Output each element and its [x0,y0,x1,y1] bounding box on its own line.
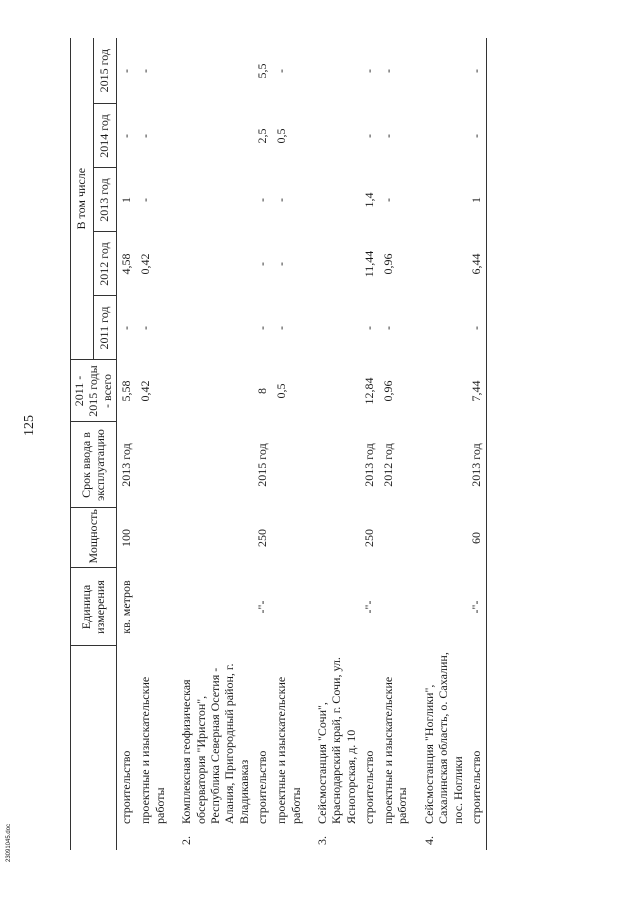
cell-y2012 [412,232,467,296]
cell-capacity: 250 [362,529,377,547]
cell-term: 2013 год [467,422,487,508]
cell-y2014: 0,5 [274,128,289,144]
header-number-blank [71,828,117,850]
header-year-2013: 2013 год [94,168,117,232]
cell-y2014: - [362,134,377,138]
cell-no [253,828,272,850]
cell-no: 2. [179,836,194,845]
cell-y2011 [412,296,467,360]
cell-total: 5,58 [119,380,134,402]
cell-term: 2015 год [255,443,270,487]
cell-term [272,422,305,508]
cell-y2011 [305,296,360,360]
cell-unit [272,568,305,646]
cell-y2015 [412,38,467,104]
cell-name: Комплексная геофизическая обсерватория "Иристон", Республика Северная Осетия - Алания, Пригородный район, г. Владикавказ [179,663,251,824]
cell-y2015: - [381,68,396,73]
cell-term [305,422,360,508]
cell-term [136,422,169,508]
cell-y2011: - [274,326,289,330]
header-year-2015: 2015 год [94,38,117,104]
cell-y2015: 5,5 [255,63,270,79]
cell-unit [305,568,360,646]
cell-name: Сейсмостанция "Ноглики", Сахалинская область, о. Сахалин, пос. Ноглики [421,652,465,824]
cell-y2011: - [138,326,153,330]
cell-unit [169,568,253,646]
cell-unit [136,568,169,646]
cell-y2012: 0,96 [381,253,396,275]
cell-capacity [272,508,305,568]
cell-y2015 [169,38,253,104]
rotated-table-container [70,38,570,850]
cell-y2014 [412,104,467,168]
table-body [117,38,487,850]
cell-y2013: - [274,198,289,202]
cell-unit: -"- [255,600,270,614]
cell-y2014: 2,5 [255,128,270,144]
cell-y2014 [305,104,360,168]
cell-y2015 [305,38,360,104]
header-capacity: Мощность [71,508,117,568]
cell-total [412,360,467,422]
table-row [117,38,137,850]
cell-unit [379,568,412,646]
cell-name: Сейсмостанция "Сочи", Краснодарский край, г. Сочи, ул. Ясногорская, д. 10 [314,657,358,824]
header-year-2014: 2014 год [94,104,117,168]
cell-y2011: - [362,326,377,330]
cell-name: строительство [119,750,134,824]
cell-y2014: - [467,104,487,168]
cell-total [305,360,360,422]
table-row [379,38,412,850]
cell-term: 2012 год [381,443,396,487]
cell-no: 3. [314,836,329,845]
cell-term [412,422,467,508]
cell-unit: -"- [362,600,377,614]
cell-y2014: - [381,134,396,138]
cell-y2013 [412,168,467,232]
cell-capacity [379,508,412,568]
cell-y2012: 4,58 [119,253,134,275]
header-year-2012: 2012 год [94,232,117,296]
cell-y2013: 1 [467,168,487,232]
cell-y2012: - [274,262,289,266]
cell-term: 2013 год [362,443,377,487]
cell-y2015: - [119,68,134,73]
cell-name: проектные и изыскательские работы [138,676,167,824]
cell-name: строительство [362,750,377,824]
cell-y2015: - [274,68,289,73]
cell-total: 12,84 [362,377,377,405]
cell-term [169,422,253,508]
cell-name: строительство [467,646,487,828]
table-row [169,38,253,850]
cell-y2013: - [255,198,270,202]
table-row [253,38,272,850]
table-row [412,38,467,850]
cell-total: 0,42 [138,380,153,402]
cell-y2013: - [381,198,396,202]
cell-capacity: 60 [467,508,487,568]
table-row [272,38,305,850]
cell-y2014: - [138,134,153,138]
cell-capacity [136,508,169,568]
cell-y2014: - [119,134,134,138]
cell-y2011: - [381,326,396,330]
cell-unit: -"- [467,568,487,646]
table-row [136,38,169,850]
cell-y2011: - [255,326,270,330]
cell-y2011: - [467,296,487,360]
cell-name: проектные и изыскательские работы [274,676,303,824]
cell-y2012 [305,232,360,296]
cell-capacity: 100 [119,529,134,547]
cell-no [360,828,379,850]
header-including: В том числе [71,38,94,360]
table-row [360,38,379,850]
cell-y2013 [169,168,253,232]
cell-y2011 [169,296,253,360]
cell-no [467,828,487,850]
cell-y2013: 1,4 [362,192,377,208]
cell-no [272,828,305,850]
cell-total: 8 [255,388,270,394]
cell-capacity [169,508,253,568]
cell-y2013: 1 [119,197,134,203]
cell-y2013: - [138,198,153,202]
cell-capacity: 250 [255,529,270,547]
cell-total [169,360,253,422]
cell-capacity [305,508,360,568]
cell-capacity [412,508,467,568]
investment-table [70,38,487,850]
page-number: 125 [22,415,37,436]
cell-unit [412,568,467,646]
cell-y2013 [305,168,360,232]
cell-total: 0,96 [381,380,396,402]
cell-unit: кв. метров [119,580,134,634]
cell-y2015: - [362,68,377,73]
cell-y2015: - [467,38,487,104]
cell-y2012 [169,232,253,296]
cell-y2012: 0,42 [138,253,153,275]
header-unit: Единица измерения [71,568,117,646]
cell-term: 2013 год [119,443,134,487]
cell-y2014 [169,104,253,168]
cell-y2012: 6,44 [467,232,487,296]
header-name-blank [71,646,117,828]
cell-y2012: - [255,262,270,266]
cell-y2012: 11,44 [362,250,377,278]
table-row [467,38,487,850]
cell-no [136,828,169,850]
cell-no: 4. [421,836,436,845]
header-year-2011: 2011 год [94,296,117,360]
header-total: 2011 - 2015 годы - всего [71,360,117,422]
cell-name: строительство [255,750,270,824]
cell-total: 7,44 [467,360,487,422]
cell-y2011: - [119,326,134,330]
cell-no [379,828,412,850]
cell-y2015: - [138,68,153,73]
cell-name: проектные и изыскательские работы [381,676,410,824]
cell-total: 0,5 [274,383,289,399]
table-row [305,38,360,850]
cell-no [117,828,137,850]
header-commissioning: Срок ввода в эксплуатацию [71,422,117,508]
footer-filename: 23091045.doc [6,823,12,862]
